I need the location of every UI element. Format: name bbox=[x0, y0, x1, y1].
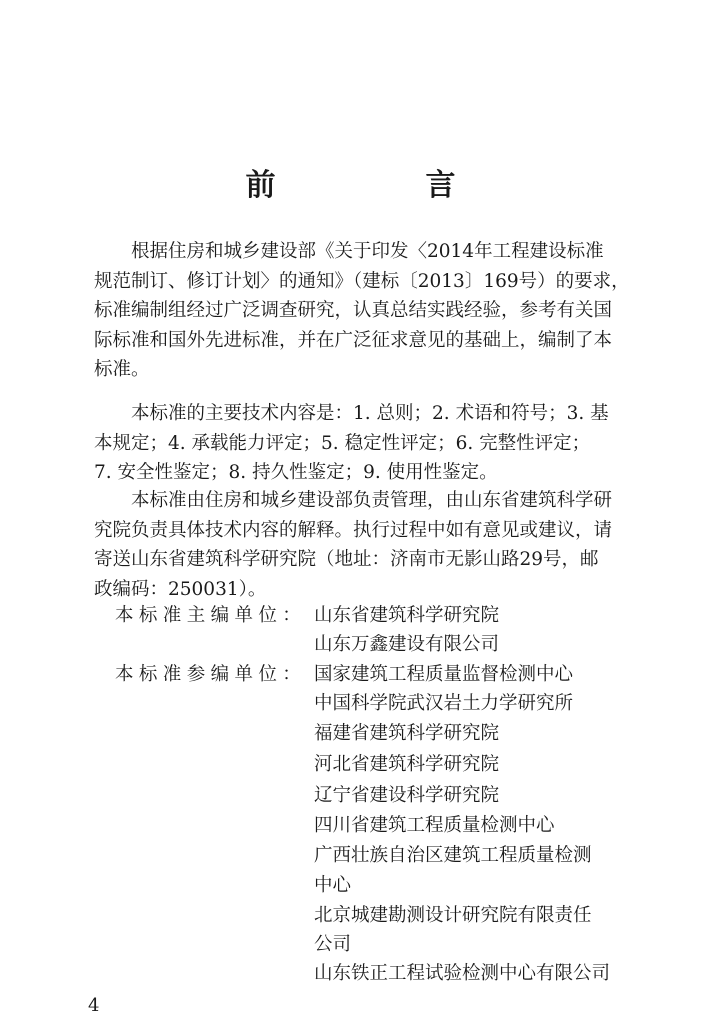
participating-unit-org: 北京城建勘测设计研究院有限责任 bbox=[314, 905, 592, 926]
text-line: 标准编制组经过广泛调查研究，认真总结实践经验，参考有关国 bbox=[94, 300, 613, 321]
chief-unit-org: 山东万鑫建设有限公司 bbox=[314, 634, 500, 655]
text-line: 7. 安全性鉴定；8. 持久性鉴定；9. 使用性鉴定。 bbox=[94, 462, 498, 483]
text-line: 本规定；4. 承载能力评定；5. 稳定性评定；6. 完整性评定； bbox=[94, 432, 591, 454]
text-line: 究院负责具体技术内容的解释。执行过程中如有意见或建议，请 bbox=[94, 519, 613, 541]
paragraph-contents bbox=[94, 399, 642, 488]
participating-unit-org: 四川省建筑工程质量检测中心 bbox=[314, 815, 555, 836]
text-line: 政编码：250031）。 bbox=[94, 578, 267, 600]
page-title: 前 言 bbox=[245, 168, 516, 203]
page-number: 4 bbox=[88, 995, 100, 1016]
chief-units-label: 本标准主编单位： bbox=[115, 605, 307, 626]
participating-unit-org: 公司 bbox=[314, 934, 352, 955]
participating-unit-org: 广西壮族自治区建筑工程质量检测 bbox=[314, 845, 592, 866]
text-line: 本标准的主要技术内容是：1. 总则；2. 术语和符号；3. 基 bbox=[94, 403, 609, 424]
text-line: 本标准由住房和城乡建设部负责管理，由山东省建筑科学研 bbox=[94, 490, 613, 511]
participating-unit-org: 中心 bbox=[314, 875, 352, 896]
participating-unit-org: 辽宁省建设科学研究院 bbox=[314, 785, 500, 806]
participating-unit-org: 山东铁正工程试验检测中心有限公司 bbox=[314, 963, 611, 984]
text-line: 根据住房和城乡建设部《关于印发〈2014年工程建设标准 bbox=[94, 241, 604, 262]
text-line: 际标准和国外先进标准，并在广泛征求意见的基础上，编制了本 bbox=[94, 329, 613, 351]
paragraph-management bbox=[94, 486, 642, 604]
participating-unit-org: 福建省建筑科学研究院 bbox=[314, 723, 500, 744]
text-line: 寄送山东省建筑科学研究院（地址：济南市无影山路29号，邮 bbox=[94, 549, 599, 570]
text-line: 标准。 bbox=[94, 359, 150, 380]
participating-unit-org: 河北省建筑科学研究院 bbox=[314, 754, 500, 775]
participating-unit-org: 国家建筑工程质量监督检测中心 bbox=[314, 664, 574, 685]
participating-units-label: 本标准参编单位： bbox=[115, 664, 307, 685]
paragraph-intro bbox=[94, 237, 642, 385]
chief-unit-org: 山东省建筑科学研究院 bbox=[314, 605, 500, 626]
participating-unit-org: 中国科学院武汉岩土力学研究所 bbox=[314, 693, 574, 714]
text-line: 规范制订、修订计划〉的通知》（建标〔2013〕169号）的要求， bbox=[94, 270, 630, 292]
